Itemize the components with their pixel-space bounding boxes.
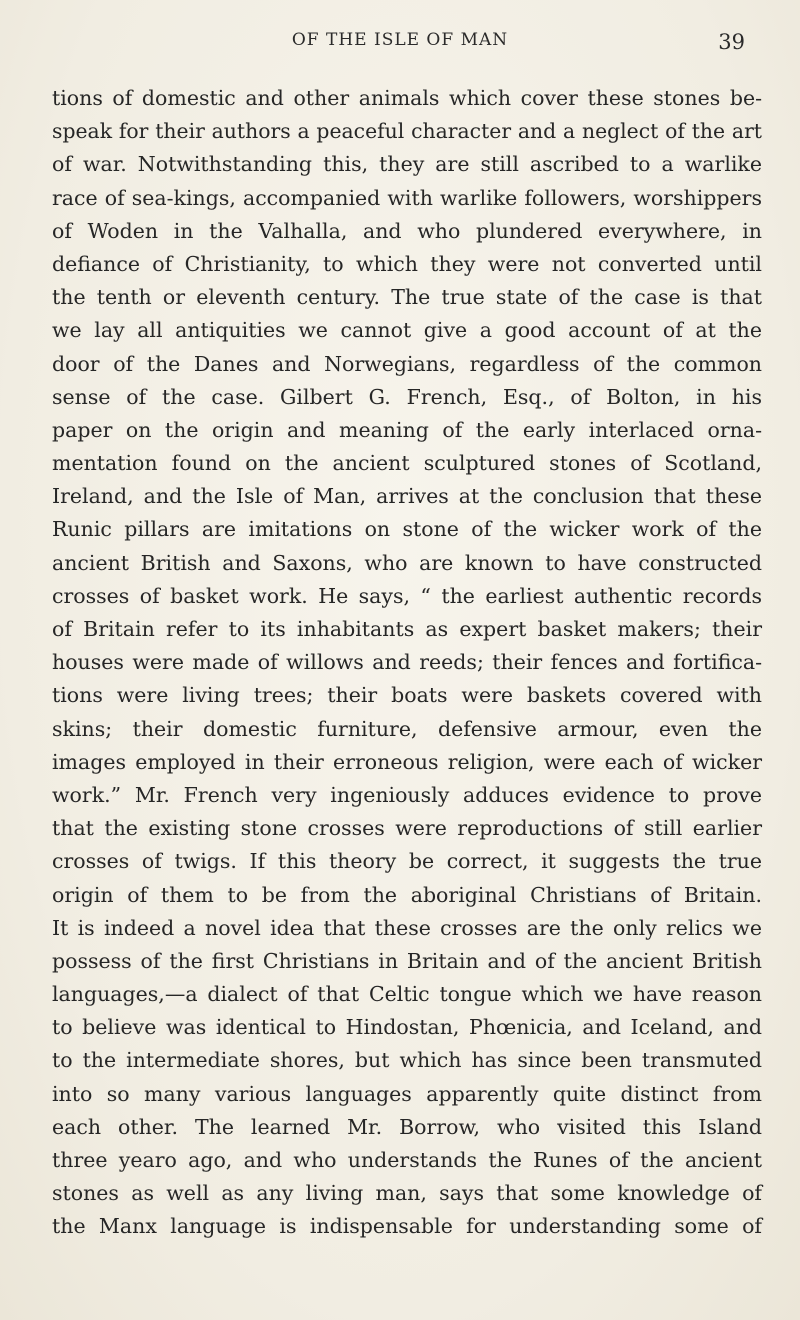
text-line: houses were made of willows and reeds; their fences and fortifica- xyxy=(52,650,762,675)
text-line: the tenth or eleventh century. The true state of the case is that xyxy=(52,285,762,310)
text-line: Ireland, and the Isle of Man, arrives at the conclusion that these xyxy=(52,484,762,509)
body-text xyxy=(52,82,762,1244)
text-line: mentation found on the ancient sculptured stones of Scotland, xyxy=(52,451,762,476)
page-number: 39 xyxy=(718,30,745,54)
text-line: work.” Mr. French very ingeniously adduces evidence to prove xyxy=(52,782,762,807)
text-line: possess of the first Christians in Britain and of the ancient British xyxy=(52,948,762,973)
text-line: ancient British and Saxons, who are known to have constructed xyxy=(52,550,762,575)
text-line: sense of the case. Gilbert G. French, Esq., of Bolton, in his xyxy=(52,384,762,409)
text-line: Runic pillars are imitations on stone of the wicker work of the xyxy=(52,517,762,542)
text-line: that the existing stone crosses were reproductions of still earlier xyxy=(52,816,762,841)
text-line: crosses of twigs. If this theory be correct, it suggests the true xyxy=(52,849,762,874)
text-line: to believe was identical to Hindostan, Phœnicia, and Iceland, and xyxy=(52,1015,762,1040)
text-line: images employed in their erroneous religion, were each of wicker xyxy=(52,749,762,774)
running-title: OF THE ISLE OF MAN xyxy=(291,30,509,50)
text-line: the Manx language is indispensable for understanding some of xyxy=(52,1214,762,1239)
text-line: to the intermediate shores, but which has since been transmuted xyxy=(52,1048,762,1073)
text-line: into so many various languages apparently quite distinct from xyxy=(52,1081,762,1106)
text-line: crosses of basket work. He says, “ the earliest authentic records xyxy=(52,583,762,608)
text-line: defiance of Christianity, to which they were not converted until xyxy=(52,251,762,276)
text-line: It is indeed a novel idea that these crosses are the only relics we xyxy=(52,915,762,940)
text-line: each other. The learned Mr. Borrow, who visited this Island xyxy=(52,1114,762,1139)
text-line: of Britain refer to its inhabitants as expert basket makers; their xyxy=(52,617,762,641)
text-line: stones as well as any living man, says that some knowledge of xyxy=(52,1181,762,1206)
text-line: we lay all antiquities we cannot give a good account of at the xyxy=(52,318,762,343)
text-line: speak for their authors a peaceful character and a neglect of the art xyxy=(52,119,762,144)
text-line: skins; their domestic furniture, defensive armour, even the xyxy=(52,716,762,741)
text-line: origin of them to be from the aboriginal Christians of Britain. xyxy=(52,882,762,907)
text-line: race of sea-kings, accompanied with warlike followers, worshippers xyxy=(52,185,762,210)
text-line: of Woden in the Valhalla, and who plundered everywhere, in xyxy=(52,218,762,243)
text-line: tions of domestic and other animals which cover these stones be- xyxy=(52,86,762,110)
running-head xyxy=(0,30,800,60)
text-line: three yearo ago, and who understands the Runes of the ancient xyxy=(52,1148,762,1172)
text-line: tions were living trees; their boats were baskets covered with xyxy=(52,683,762,708)
text-line: door of the Danes and Norwegians, regardless of the common xyxy=(52,351,762,376)
text-line: paper on the origin and meaning of the early interlaced orna- xyxy=(52,417,762,442)
text-line: of war. Notwithstanding this, they are still ascribed to a warlike xyxy=(52,152,762,177)
text-line: languages,—a dialect of that Celtic tongue which we have reason xyxy=(52,982,762,1007)
